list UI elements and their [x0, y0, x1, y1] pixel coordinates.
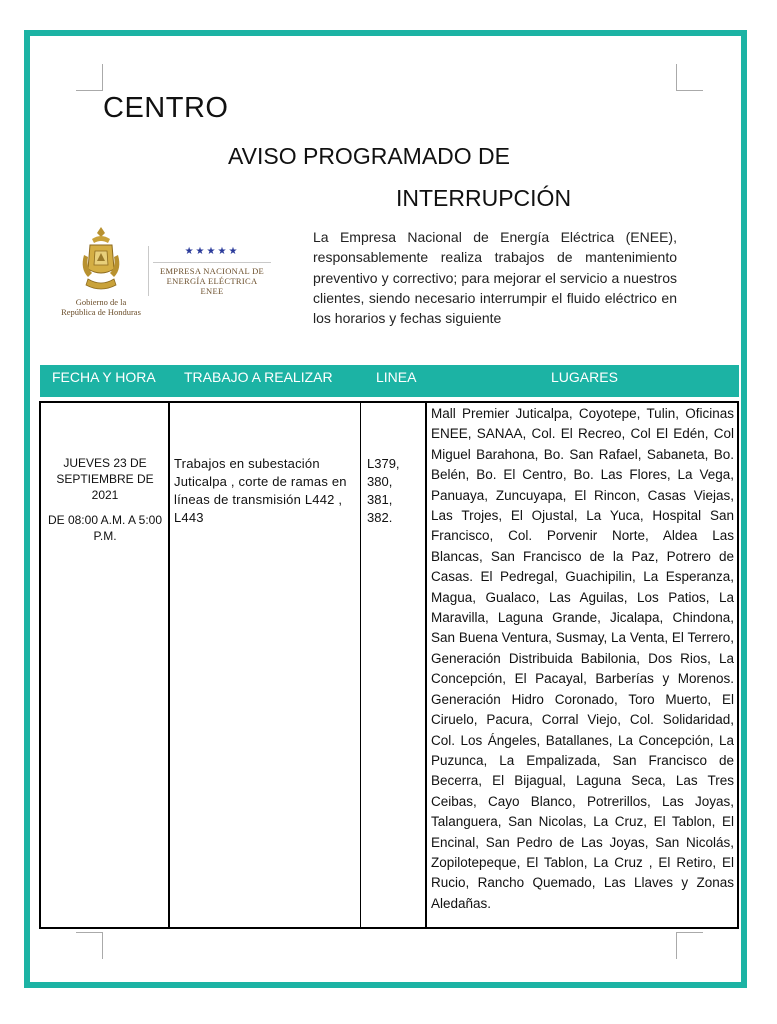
government-text-line1: Gobierno de la — [75, 297, 127, 307]
government-seal-logo — [58, 225, 144, 325]
intro-paragraph: La Empresa Nacional de Energía Eléctrica (ENEE), responsablemente realiza trabajos de mantenimiento preventivo y correctivo; para mejorar el servicio a nuestros clientes, siendo necesario interrumpir el fluido eléctrico en los horarios y fechas siguiente — [313, 229, 677, 327]
cell-lugares — [425, 402, 738, 928]
notice-title-line1: AVISO PROGRAMADO DE — [228, 143, 511, 169]
cell-fecha — [40, 402, 170, 928]
crop-mark-bottom-right — [676, 932, 703, 959]
header-trabajo: TRABAJO A REALIZAR — [184, 369, 333, 385]
row-lines: L379, 380, 381, 382. — [367, 456, 400, 525]
enee-text-line1: EMPRESA NACIONAL DE — [159, 266, 265, 276]
cell-trabajo — [168, 402, 361, 928]
row-date: JUEVES 23 DE SEPTIEMBRE DE 2021 — [56, 456, 154, 502]
honduras-seal-icon — [78, 225, 124, 295]
crop-mark-top-right — [676, 64, 703, 91]
header-linea: LINEA — [376, 369, 417, 385]
enee-text-line2: ENERGÍA ELÉCTRICA — [166, 276, 258, 286]
crop-mark-top-left — [76, 64, 103, 91]
crop-mark-bottom-left — [76, 932, 103, 959]
enee-logo — [148, 246, 271, 296]
notice-title-line2: INTERRUPCIÓN — [396, 185, 572, 211]
enee-stars-icon: ★★★★★ — [184, 246, 240, 257]
table-header — [40, 365, 739, 397]
header-fecha: FECHA Y HORA — [52, 369, 156, 385]
header-lugares: LUGARES — [551, 369, 618, 385]
row-time: DE 08:00 A.M. A 5:00 P.M. — [47, 513, 163, 543]
row-work: Trabajos en subestación Juticalpa , corte de ramas en líneas de transmisión L442 , L443 — [174, 456, 347, 525]
government-text-line2: República de Honduras — [61, 307, 141, 317]
cell-linea — [360, 402, 427, 928]
enee-text-line3: ENEE — [200, 286, 224, 296]
region-title: CENTRO — [103, 92, 229, 124]
schedule-table — [39, 401, 739, 929]
row-places: Mall Premier Juticalpa, Coyotepe, Tulin, Oficinas ENEE, SANAA, Col. El Recreo, Col El Edén, Col Miguel Barahona, Bo. San Rafael, Sabaneta, Bo. Belén, Bo. El Centro, Bo. Las Flores, La Vega, Panuaya, Zuncuyapa, El Rincon, Casas Viejas, Las Trojes, El Ojustal, La Yuca, Hospital San Francisco, Col. Porvenir Norte, Aldea Las Blancas, San Francisco de la Paz, Potrero de Casas. El Pedregal, Guachipilin, La Esperanza, Magua, Gualaco, Las Aguilas, Los Patios, La Maravilla, Laguna Grande, Jicalapa, Chindona, San Buena Ventura, Susmay, La Venta, El Terrero, Generación Distribuida Babilonia, Dos Rios, La Concepción, El Pacayal, Barberías y Morenos. Generación Hidro Coronado, Toro Muerto, El Ciruelo, Pacura, Corral Viejo, Col. Solidaridad, Col. Los Ángeles, Batallanes, La Concepción, La Puzunca, La Empalizada, San Francisco de Becerra, El Bijagual, Laguna Seca, Las Tres Ceibas, Cayo Blanco, Potrerillos, Las Joyas, Talanguera, San Nicolas, La Cruz, El Tablon, El Encinal, San Pedro de Las Joyas, San Nicolás, Zopilotepeque, El Tablon, La Cruz , El Retiro, El Rucio, Rancho Quemado, Las Llaves y Zonas Aledañas. — [431, 406, 734, 911]
enee-logo-divider — [153, 262, 271, 263]
